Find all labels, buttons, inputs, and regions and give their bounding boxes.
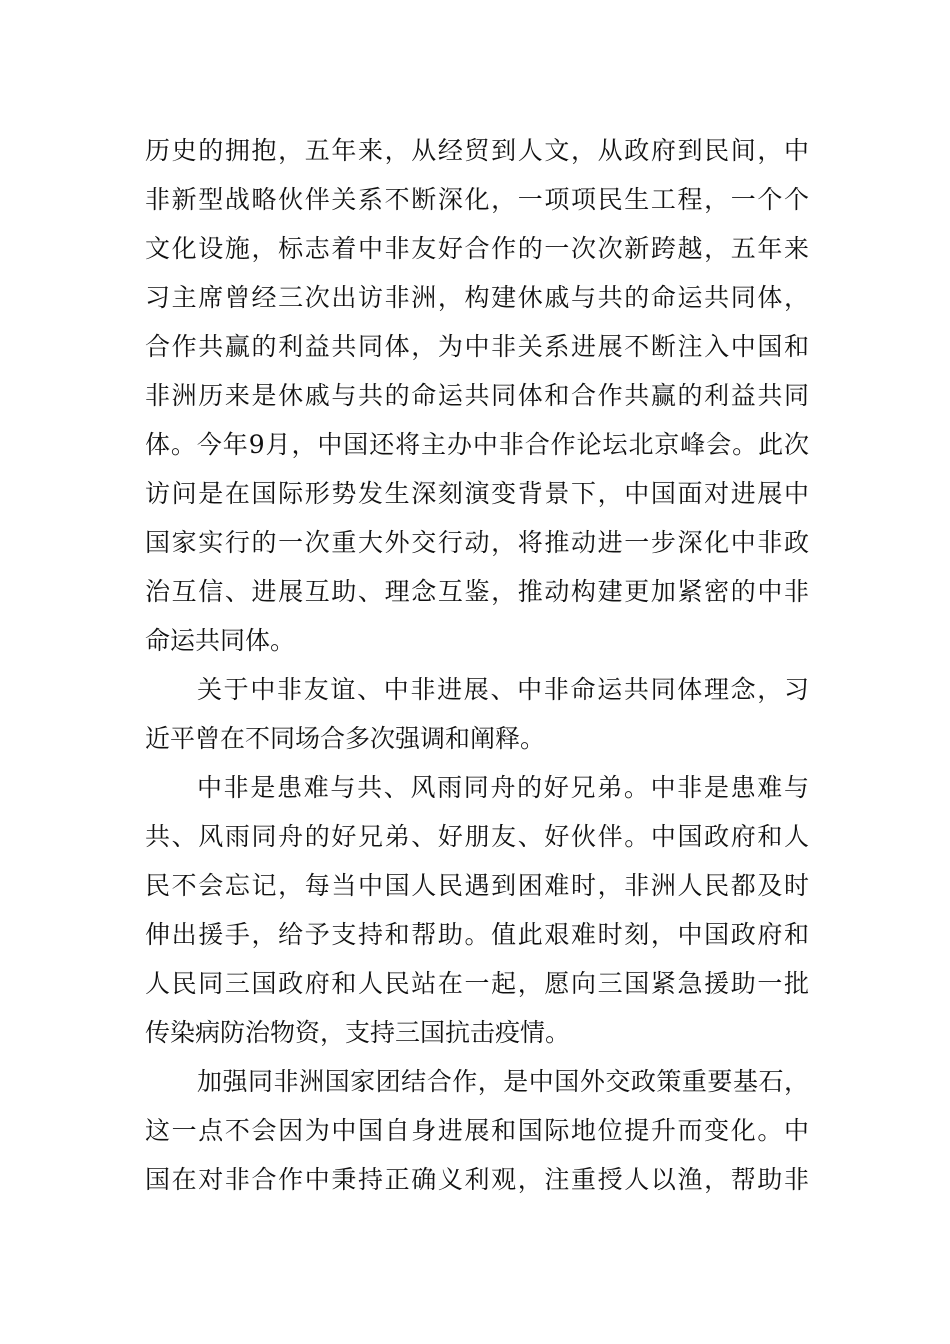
text-line: 非洲历来是休戚与共的命运共同体和合作共赢的利益共同	[145, 381, 809, 410]
text-line: 国家实行的一次重大外交行动，将推动进一步深化中非政	[145, 528, 809, 557]
text-line: 人民同三国政府和人民站在一起，愿向三国紧急援助一批	[145, 969, 809, 998]
text-line: 治互信、进展互助、理念互鉴，推动构建更加紧密的中非	[145, 577, 809, 606]
text-line: 国在对非合作中秉持正确义利观，注重授人以渔，帮助非	[145, 1165, 809, 1194]
text-line: 文化设施，标志着中非友好合作的一次次新跨越，五年来	[145, 234, 809, 263]
text-line: 共、风雨同舟的好兄弟、好朋友、好伙伴。中国政府和人	[145, 822, 809, 851]
text-line: 历史的拥抱，五年来，从经贸到人文，从政府到民间，中	[145, 136, 809, 165]
text-line: 中非是患难与共、风雨同舟的好兄弟。中非是患难与	[197, 773, 809, 802]
text-line: 传染病防治物资，支持三国抗击疫情。	[145, 1018, 571, 1047]
text-line: 这一点不会因为中国自身进展和国际地位提升而变化。中	[145, 1116, 809, 1145]
text-line: 命运共同体。	[145, 626, 296, 655]
text-line: 民不会忘记，每当中国人民遇到困难时，非洲人民都及时	[145, 871, 809, 900]
text-line: 合作共赢的利益共同体，为中非关系进展不断注入中国和	[145, 332, 809, 361]
text-line: 习主席曾经三次出访非洲，构建休戚与共的命运共同体，	[145, 283, 809, 312]
text-line: 加强同非洲国家团结合作，是中国外交政策重要基石，	[197, 1067, 809, 1096]
text-line: 体。今年9月，中国还将主办中非合作论坛北京峰会。此次	[145, 430, 809, 459]
text-line: 关于中非友谊、中非进展、中非命运共同体理念，习	[197, 675, 809, 704]
text-line: 近平曾在不同场合多次强调和阐释。	[145, 724, 546, 753]
body-text	[145, 126, 809, 1204]
paragraph	[145, 1057, 809, 1204]
paragraph	[145, 763, 809, 1057]
paragraph	[145, 665, 809, 763]
text-line: 非新型战略伙伴关系不断深化，一项项民生工程，一个个	[145, 185, 809, 214]
text-line: 伸出援手，给予支持和帮助。值此艰难时刻，中国政府和	[145, 920, 809, 949]
text-line: 访问是在国际形势发生深刻演变背景下，中国面对进展中	[145, 479, 809, 508]
paragraph	[145, 126, 809, 665]
